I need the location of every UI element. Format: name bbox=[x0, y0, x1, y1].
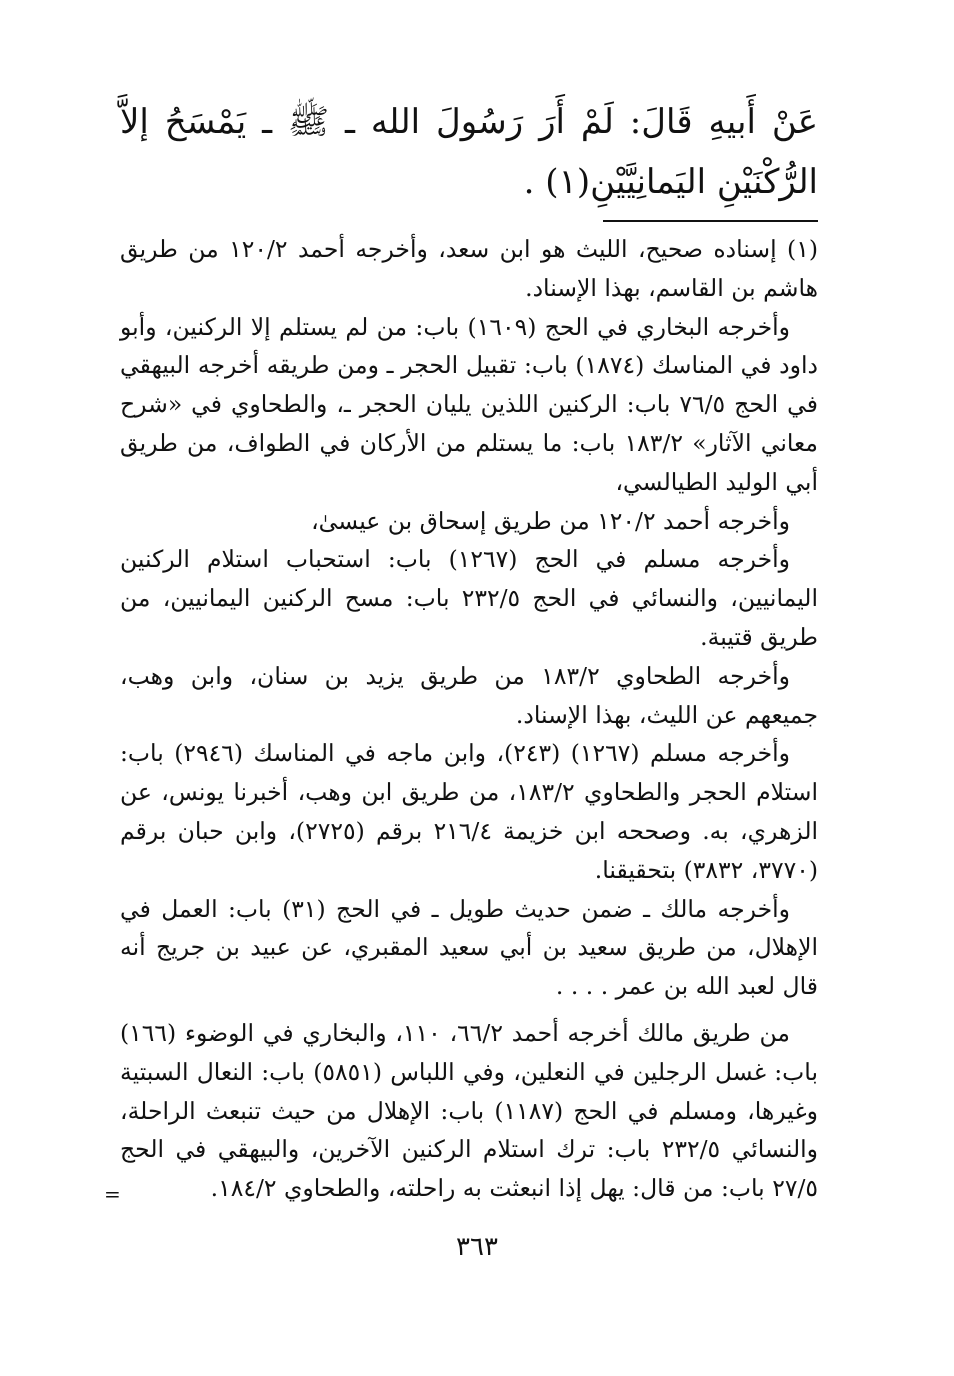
footnote-1: (١) إسناده صحيح، الليث هو ابن سعد، وأخرجه أحمد ١٢٠/٢ من طريق هاشم بن القاسم، بهذا الإسناد. bbox=[120, 235, 818, 302]
footnote-paragraph: وأخرجه الطحاوي ١٨٣/٢ من طريق يزيد بن سنان، وابن وهب، جميعهم عن الليث، بهذا الإسناد. bbox=[120, 661, 818, 729]
page-number: ٣٦٣ bbox=[456, 1232, 498, 1262]
hadith-text: عَنْ أَبيهِ قَالَ: لَمْ أَرَ رَسُولَ الله ـ ﷺ ـ يَمْسَحُ إلاَّ الرُّكْنَيْنِ اليَمانِيَّيْنِ(١) . bbox=[120, 102, 818, 202]
footnote-separator bbox=[603, 220, 818, 222]
footnote-paragraph: من طريق مالك أخرجه أحمد ٦٦/٢، ١١٠، والبخاري في الوضوء (١٦٦) باب: غسل الرجلين في النعلين، وفي اللباس (٥٨٥١) باب: النعال السبتية وغيرها، ومسلم في الحج (١١٨٧) باب: الإهلال من حيث تنبعث الراحلة، والنسائي ٢٣٢/٥ باب: ترك استلام الركنين الآخرين، والبيهقي في الحج ٢٧/٥ باب: من قال: يهل إذا انبعثت به راحلته، والطحاوي ١٨٤/٢. bbox=[120, 1018, 818, 1203]
footnote-paragraph: وأخرجه مسلم (١٢٦٧) (٢٤٣)، وابن ماجه في المناسك (٢٩٤٦) باب: استلام الحجر والطحاوي ١٨٣/٢، من طريق ابن وهب، أخبرنا يونس، عن الزهري، به. وصححه ابن خزيمة ٢١٦/٤ برقم (٢٧٢٥)، وابن حبان برقم (٣٧٧٠، ٣٨٣٢) بتحقيقنا. bbox=[120, 739, 819, 884]
continuation-mark: = bbox=[104, 1182, 121, 1206]
page-body bbox=[120, 92, 818, 1208]
footnotes bbox=[120, 230, 818, 1208]
footnote-paragraph: وأخرجه مالك ـ ضمن حديث طويل ـ في الحج (٣١) باب: العمل في الإهلال، من طريق سعيد بن أبي سعيد المقبري، عن عبيد بن جريج أنه قال لعبد الله بن عمر . . . . bbox=[120, 894, 818, 1001]
footnote-paragraph: وأخرجه البخاري في الحج (١٦٠٩) باب: من لم يستلم إلا الركنين، وأبو داود في المناسك (١٨٧٤) باب: تقبيل الحجر ـ ومن طريقه أخرجه البيهقي في الحج ٧٦/٥ باب: الركنين اللذين يليان الحجر ـ، والطحاوي في «شرح معاني الآثار» ١٨٣/٢ باب: ما يستلم من الأركان في الطواف، من طريق أبي الوليد الطيالسي، bbox=[120, 312, 818, 496]
footnote-paragraph: وأخرجه مسلم في الحج (١٢٦٧) باب: استحباب استلام الركنين اليمانيين، والنسائي في الحج ٢٣٢/٥ باب: مسح الركنين اليمانيين، من طريق قتيبة. bbox=[120, 545, 818, 651]
footnote-paragraph: وأخرجه أحمد ١٢٠/٢ من طريق إسحاق بن عيسىٰ، bbox=[311, 506, 790, 535]
